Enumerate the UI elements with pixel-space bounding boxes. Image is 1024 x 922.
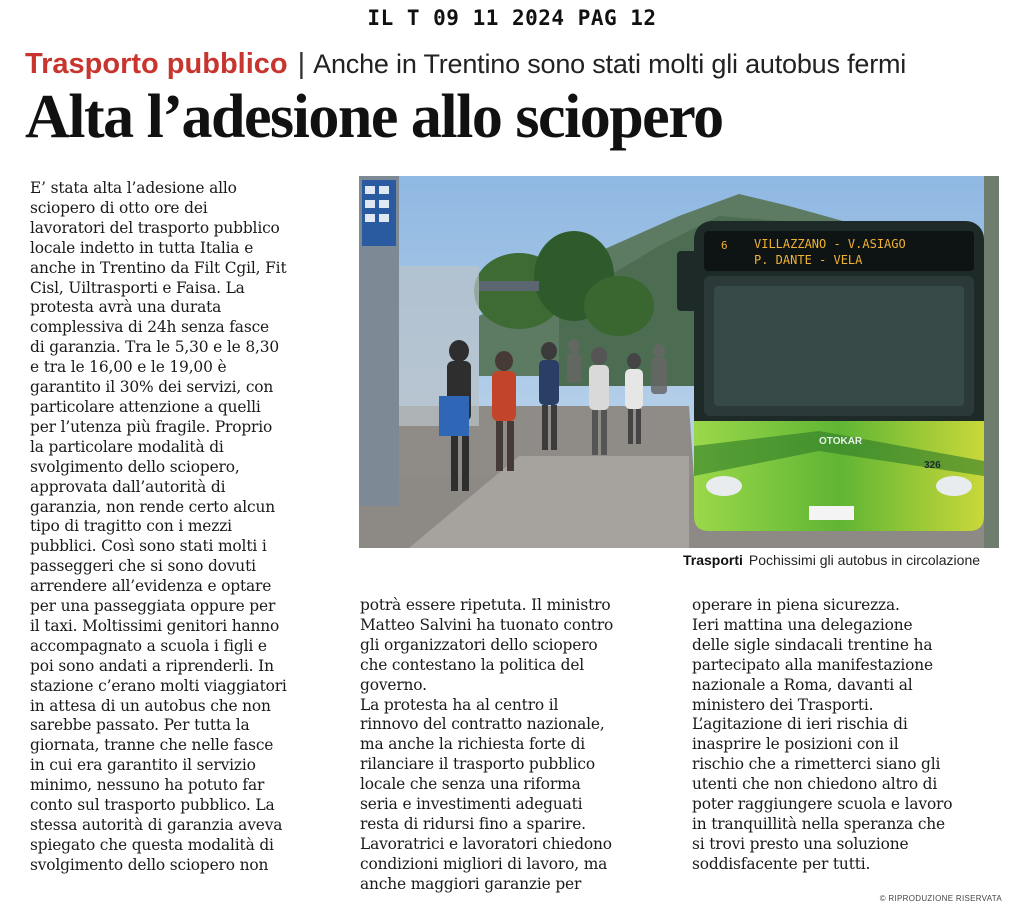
bus-destination-line-2: P. DANTE - VELA [754, 253, 863, 267]
article-line: svolgimento dello sciopero, [30, 457, 240, 476]
article-line: nazionale a Roma, davanti al [692, 675, 913, 694]
caption-label: Trasporti [683, 552, 743, 568]
article-line: la particolare modalità di [30, 437, 224, 456]
article-line: E’ stata alta l’adesione allo [30, 179, 237, 197]
article-line: passeggeri che si sono dovuti [30, 557, 256, 576]
article-line: governo. [360, 675, 427, 694]
article-line: Lavoratrici e lavoratori chiedono [360, 834, 612, 853]
article-line: stazione c’erano molti viaggiatori [30, 676, 287, 695]
article-column-1 [30, 179, 342, 876]
article-line: utenti che non chiedono altro di [692, 775, 938, 794]
article-line: pubblici. Così sono stati molti i [30, 537, 267, 556]
article-line: sciopero di otto ore dei [30, 198, 208, 217]
article-line: svolgimento dello sciopero non [30, 855, 269, 874]
page-masthead: IL T 09 11 2024 PAG 12 [367, 6, 657, 30]
bus-station-photo [359, 176, 999, 548]
article-line: operare in piena sicurezza. [692, 596, 900, 614]
article-line: in tranquillità nella speranza che [692, 814, 946, 833]
article-line: per una passeggiata oppure per [30, 597, 276, 616]
article-line: L’agitazione di ieri rischia di [692, 715, 908, 734]
article-line: in cui era garantito il servizio [30, 756, 256, 775]
article-column-3 [692, 596, 1004, 875]
article-line: arrendere all’evidenza e optare [30, 577, 272, 596]
article-line: lavoratori del trasporto pubblico [30, 218, 280, 237]
article-line: che contestano la politica del [360, 655, 585, 674]
article-line: ma anche la richiesta forte di [360, 735, 586, 754]
article-line: gli organizzatori dello sciopero [360, 635, 598, 654]
article-line: anche in Trentino da Filt Cgil, Fit [30, 258, 287, 277]
caption-text: Pochissimi gli autobus in circolazione [748, 552, 981, 568]
article-line: poi sono andati a riprenderli. In [30, 656, 274, 675]
article-line: rischio che a rimetterci siano gli [692, 755, 941, 774]
article-line: complessiva di 24h senza fasce [30, 318, 269, 337]
article-line: protesta avrà una durata [30, 298, 222, 317]
article-line: seria e investimenti adeguati [360, 795, 583, 814]
article-line: conto sul trasporto pubblico. La [30, 796, 275, 815]
article-line: soddisfacente per tutti. [692, 854, 871, 873]
article-line: di garanzia. Tra le 5,30 e le 8,30 [30, 338, 279, 357]
article-line: Cisl, Uiltrasporti e Faisa. La [30, 278, 245, 297]
article-line: partecipato alla manifestazione [692, 655, 934, 674]
article-line: minimo, nessuno ha potuto far [30, 776, 265, 795]
article-headline: Alta l’adesione allo sciopero [25, 83, 723, 151]
article-photo [359, 176, 999, 548]
bus-fleet-number: 326 [924, 460, 941, 471]
article-line: La protesta ha al centro il [360, 695, 559, 714]
article-line: delle sigle sindacali trentine ha [692, 635, 933, 654]
article-line: garanzia, non rende certo alcun [30, 497, 275, 516]
article-line: ministero dei Trasporti. [692, 695, 874, 714]
article-line: rinnovo del contratto nazionale, [360, 715, 605, 734]
article-line: si trovi presto una soluzione [692, 834, 909, 853]
article-line: spiegato che questa modalità di [30, 835, 274, 854]
article-line: garantito il 30% dei servizi, con [30, 378, 274, 397]
article-line: Matteo Salvini ha tuonato contro [360, 615, 614, 634]
article-line: stessa autorità di garanzia aveva [30, 816, 283, 834]
article-line: inasprire le posizioni con il [692, 735, 899, 754]
bus-route-number: 6 [721, 239, 728, 252]
bus-destination-line-1: VILLAZZANO - V.ASIAGO [754, 237, 906, 251]
article-line: in attesa di un autobus che non [30, 696, 271, 715]
article-subtitle: Anche in Trentino sono stati molti gli autobus fermi [313, 49, 907, 79]
copyright-notice: © RIPRODUZIONE RISERVATA [879, 894, 1002, 903]
article-line: approvata dall’autorità di [30, 477, 226, 496]
article-line: rilanciare il trasporto pubblico [360, 755, 595, 774]
article-line: condizioni migliori di lavoro, ma [360, 854, 608, 873]
article-line: poter raggiungere scuola e lavoro [692, 795, 953, 814]
bus-brand: OTOKAR [819, 436, 863, 447]
article-line: tipo di tragitto con i mezzi [30, 517, 232, 536]
article-line: giornata, tranne che nelle fasce [30, 736, 274, 755]
kicker-divider: | [297, 48, 306, 80]
article-line: Ieri mattina una delegazione [692, 615, 913, 634]
photo-caption [683, 552, 980, 568]
section-label: Trasporto pubblico [25, 48, 288, 80]
article-line: e tra le 16,00 e le 19,00 è [30, 358, 227, 377]
article-line: accompagnato a scuola i figli e [30, 636, 267, 655]
article-line: locale che senza una riforma [360, 775, 581, 794]
article-column-2 [360, 596, 672, 895]
article-kicker [25, 48, 906, 84]
article-line: resta di ridursi fino a sparire. [360, 814, 586, 833]
article-line: il taxi. Moltissimi genitori hanno [30, 616, 280, 635]
article-line: sarebbe passato. Per tutta la [30, 716, 250, 735]
article-line: anche maggiori garanzie per [360, 874, 582, 893]
article-line: potrà essere ripetuta. Il ministro [360, 596, 611, 614]
article-line: locale indetto in tutta Italia e [30, 238, 254, 257]
article-line: particolare attenzione a quelli [30, 397, 261, 416]
article-line: per l’utenza più fragile. Proprio [30, 417, 273, 436]
